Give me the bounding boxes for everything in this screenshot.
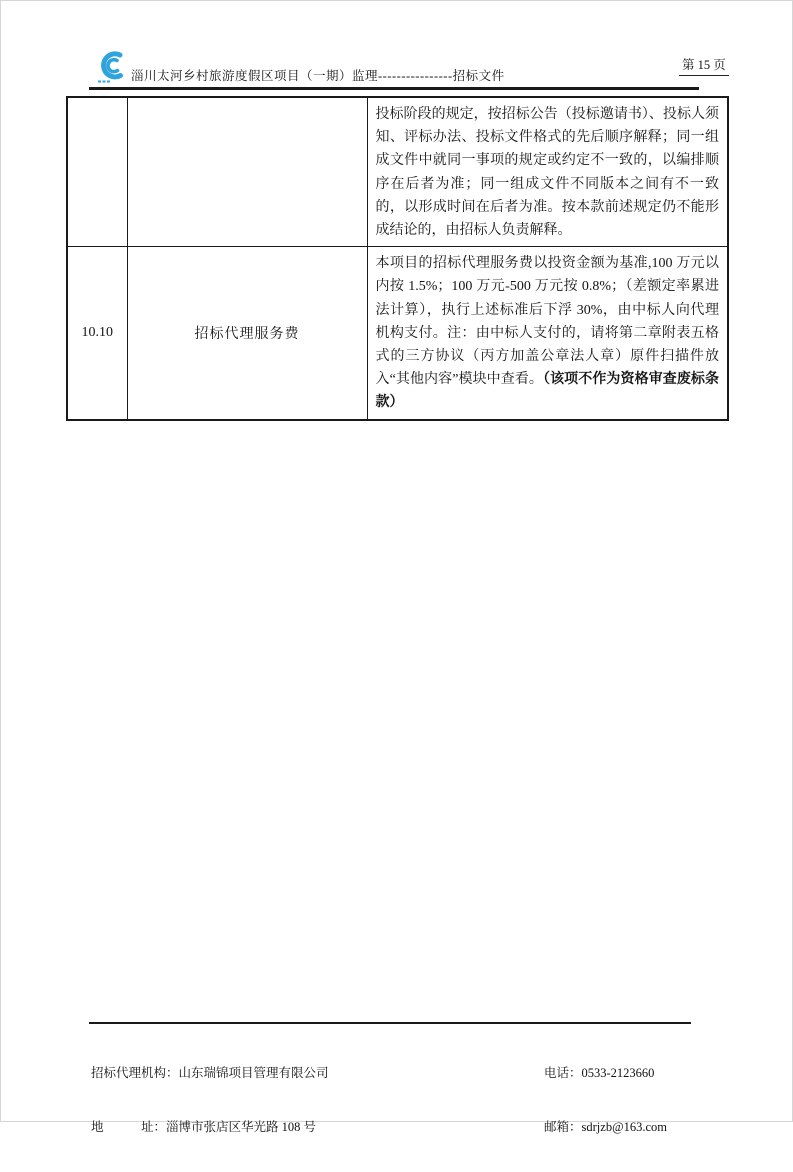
terms-table xyxy=(66,96,729,421)
footer-phone-line xyxy=(544,1064,667,1082)
footer-agency-block xyxy=(91,1028,329,1172)
clause-name-cell xyxy=(127,97,367,247)
swirl-logo-icon xyxy=(96,50,126,84)
page-number: 第 15 页 xyxy=(679,55,729,76)
clause-desc-text: 投标阶段的规定，按招标公告（投标邀请书）、投标人须知、评标办法、投标文件格式的先后顺序解释；同一组成文件中就同一事项的规定或约定不一致的，以编排顺序在后者为准；同一组成文件不同版本之间有不一致的，以形成时间在后者为准。按本款前述规定仍不能形成结论的，由招标人负责解释。 xyxy=(375,107,719,239)
clause-desc-text: 本项目的招标代理服务费以投资金额为基准,100 万元以内按 1.5%；100 万元-500 万元按 0.8%；（差额定率累进法计算），执行上述标准后下浮 30%，由中标人向代理机构支付。注：由中标人支付的，请将第二章附表五格式的三方协议（丙方加盖公章法人章）原件扫描件放入“其他内容”模块中查看。 xyxy=(375,256,719,388)
clause-desc-bold-text: （该项不作为资格审查废标条款） xyxy=(375,372,719,411)
email-label: 邮箱： xyxy=(544,1120,582,1134)
email-value: sdrjzb@163.com xyxy=(581,1120,667,1134)
phone-label: 电话： xyxy=(544,1066,582,1080)
agency-value: 山东瑞锦项目管理有限公司 xyxy=(178,1066,329,1080)
clause-desc-cell xyxy=(367,247,728,420)
address-label: 地 址： xyxy=(91,1120,167,1134)
document-header-title: 淄川太河乡村旅游度假区项目（一期）监理----------------招标文件 xyxy=(131,69,505,83)
table-row xyxy=(67,97,728,247)
clause-name-cell: 招标代理服务费 xyxy=(127,247,367,420)
footer-agency-line xyxy=(91,1064,329,1082)
footer-rule xyxy=(89,1022,691,1024)
phone-value: 0533-2123660 xyxy=(581,1066,655,1080)
table-row xyxy=(67,247,728,420)
clause-number-cell: 10.10 xyxy=(67,247,127,420)
clause-desc-cell xyxy=(367,97,728,247)
clause-number-cell xyxy=(67,97,127,247)
footer-address-line xyxy=(91,1118,329,1136)
footer-email-line xyxy=(544,1118,667,1136)
footer-contact-block xyxy=(544,1028,667,1172)
address-value: 淄博市张店区华光路 108 号 xyxy=(166,1120,317,1134)
header-rule xyxy=(89,87,699,90)
agency-label: 招标代理机构： xyxy=(91,1066,179,1080)
